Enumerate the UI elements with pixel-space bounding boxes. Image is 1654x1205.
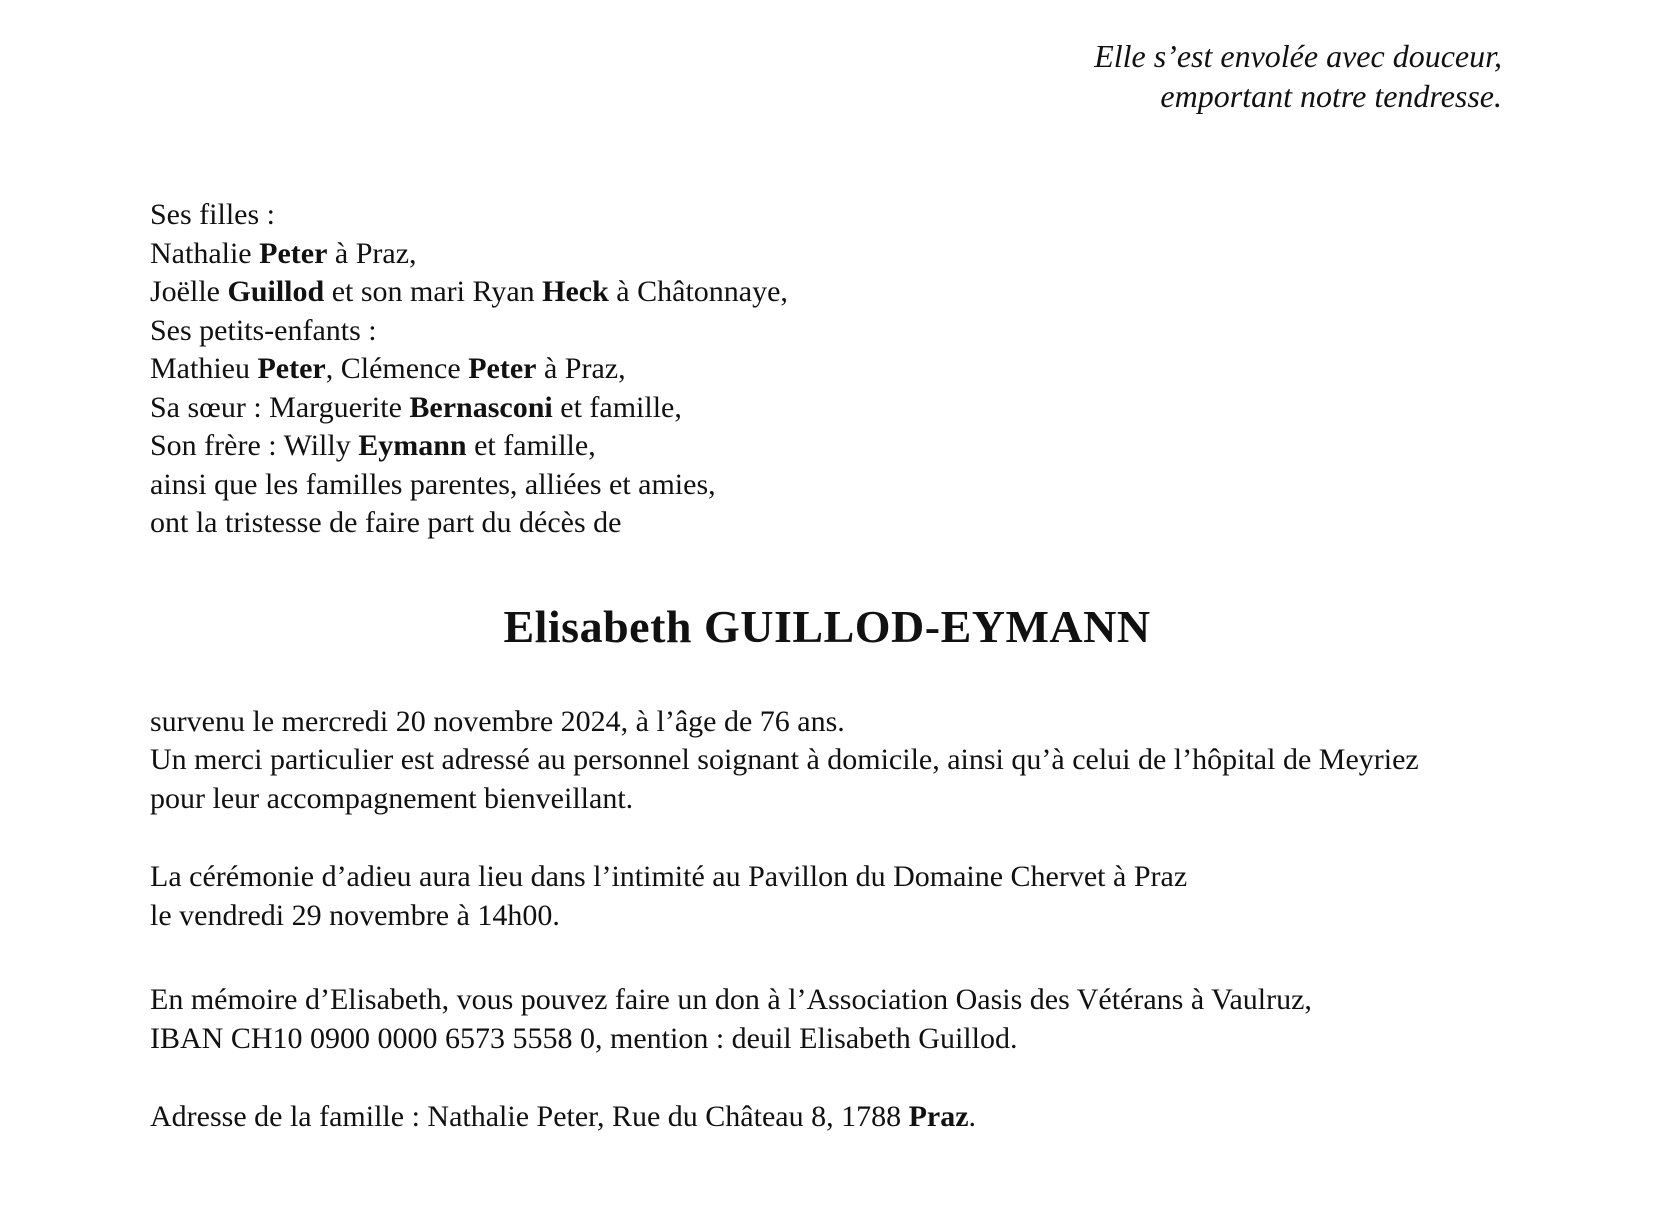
text-segment-bold: Heck	[542, 275, 609, 308]
text-line	[150, 312, 1554, 351]
text-segment: Ses filles :	[150, 198, 275, 231]
epigraph-line: Elle s’est envolée avec douceur,	[1094, 38, 1502, 74]
text-segment: Adresse de la famille : Nathalie Peter, Rue du Château 8, 1788	[150, 1100, 909, 1133]
text-segment: à Praz,	[327, 236, 417, 270]
text-segment-bold: Peter	[259, 236, 328, 270]
donation-paragraph	[150, 981, 1594, 1058]
text-segment: ont la tristesse de faire part du décès de	[150, 506, 622, 539]
text-segment-bold: Praz	[908, 1100, 969, 1133]
text-segment: Son frère : Willy	[150, 429, 359, 462]
text-segment-bold: Peter	[257, 352, 326, 385]
text-segment: pour leur accompagnement bienveillant.	[150, 781, 634, 815]
text-segment: Joëlle	[150, 275, 228, 308]
text-line	[150, 196, 1554, 235]
text-segment: .	[968, 1100, 977, 1133]
text-segment: survenu le mercredi 20 novembre 2024, à l’âge de 76 ans.	[150, 704, 845, 738]
text-segment-bold: Eymann	[358, 429, 467, 462]
text-line	[150, 504, 1554, 543]
text-line	[150, 897, 1594, 936]
text-line	[150, 703, 1594, 742]
text-line	[150, 427, 1554, 466]
family-announcement-lines	[150, 196, 1554, 543]
text-segment: Nathalie	[150, 236, 260, 270]
text-segment: et famille,	[466, 429, 596, 462]
death-details-paragraph	[150, 703, 1594, 819]
text-line	[150, 858, 1594, 897]
epigraph	[0, 0, 1502, 116]
family-address-paragraph	[150, 1098, 1594, 1137]
text-segment: En mémoire d’Elisabeth, vous pouvez faire un don à l’Association Oasis des Vétérans à Vaulruz,	[150, 983, 1312, 1016]
text-line	[150, 389, 1554, 428]
text-segment: ainsi que les familles parentes, alliées et amies,	[150, 467, 716, 501]
text-line	[150, 741, 1594, 780]
ceremony-paragraph	[150, 858, 1594, 935]
text-line	[150, 235, 1554, 274]
text-segment: , Clémence	[325, 352, 469, 385]
deceased-name-title: Elisabeth GUILLOD-EYMANN	[503, 600, 1151, 652]
text-segment: La cérémonie d’adieu aura lieu dans l’intimité au Pavillon du Domaine Chervet à Praz	[150, 860, 1188, 893]
text-segment: Sa sœur : Marguerite	[150, 390, 410, 424]
text-segment: à Praz,	[536, 352, 626, 385]
text-segment: Ses petits-enfants :	[150, 313, 377, 347]
text-segment-bold: Bernasconi	[409, 390, 553, 424]
text-segment: à Châtonnaye,	[608, 275, 788, 308]
text-line	[150, 1098, 1594, 1137]
text-segment-bold: Peter	[468, 352, 537, 385]
text-line	[150, 350, 1554, 389]
text-segment: IBAN CH10 0900 0000 6573 5558 0, mention : deuil Elisabeth Guillod.	[150, 1021, 1018, 1055]
text-segment: Un merci particulier est adressé au personnel soignant à domicile, ainsi qu’à celui de l’hôpital de Meyriez	[150, 743, 1419, 776]
epigraph-line: emportant notre tendresse.	[1160, 78, 1502, 114]
text-segment: Mathieu	[150, 352, 258, 385]
text-line	[150, 466, 1554, 505]
text-segment: et son mari Ryan	[324, 275, 543, 308]
text-segment: et famille,	[552, 390, 682, 424]
text-line	[150, 780, 1594, 819]
text-segment: le vendredi 29 novembre à 14h00.	[150, 898, 560, 932]
text-segment-bold: Guillod	[227, 275, 325, 308]
text-line	[150, 1020, 1594, 1059]
text-line	[150, 273, 1554, 312]
text-line	[150, 981, 1594, 1020]
